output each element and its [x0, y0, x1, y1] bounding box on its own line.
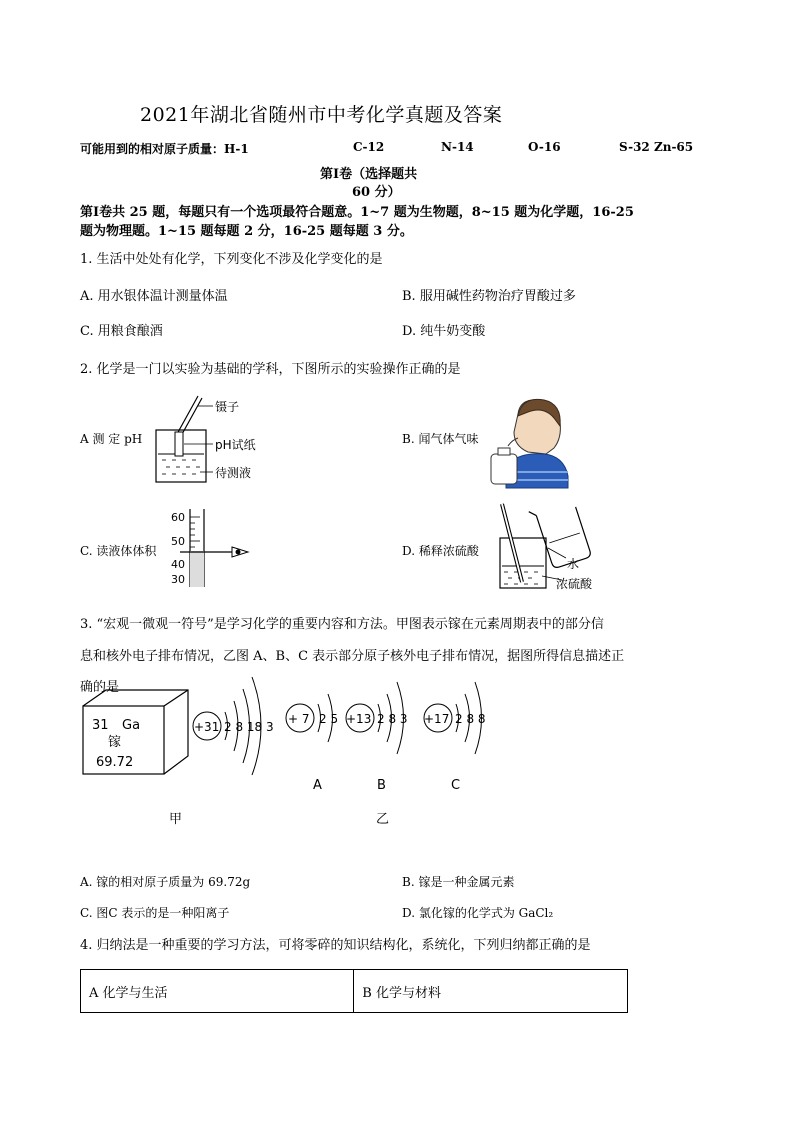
atomic-mass-o: O-16	[528, 140, 561, 154]
element-mass: 69.72	[96, 755, 134, 770]
atomic-mass-n: N-14	[441, 140, 474, 154]
atom-b-nucleus: +13	[346, 712, 372, 726]
dilute-acid-figure	[492, 498, 607, 594]
smell-gas-figure	[488, 396, 570, 488]
element-number: 31	[92, 718, 109, 733]
figure-label-yi: 乙	[376, 812, 390, 827]
scale-30: 30	[171, 573, 185, 586]
q1-option-b: B. 服用碱性药物治疗胃酸过多	[402, 289, 576, 304]
q3-option-b: B. 镓是一种金属元素	[402, 875, 515, 889]
atom-a-label: A	[313, 778, 322, 793]
q3-stem-line1: 3. “宏观一微观一符号”是学习化学的重要内容和方法。甲图表示镓在元素周期表中的部分信	[80, 617, 604, 632]
q4-table	[80, 969, 628, 1013]
atom-c-diagram	[420, 680, 500, 792]
instructions-line2: 题为物理题。1~15 题每题 2 分，16-25 题每题 3 分。	[80, 224, 413, 239]
acid-label: 浓硫酸	[556, 577, 593, 591]
read-volume-figure	[170, 505, 260, 590]
q3-option-d: D. 氯化镓的化学式为 GaCl₂	[402, 906, 554, 920]
q4-stem: 4. 归纳法是一种重要的学习方法，可将零碎的知识结构化，系统化，下列归纳都正确的是	[80, 938, 591, 953]
q2-option-d: D. 稀释浓硫酸	[402, 544, 479, 558]
atom-a-diagram	[283, 692, 348, 792]
atomic-mass-c: C-12	[353, 140, 385, 154]
atom-b-label: B	[377, 778, 386, 793]
q2-option-b: B. 闻气体气味	[402, 432, 479, 446]
figure-label-jia: 甲	[169, 812, 183, 827]
instructions-line1: 第Ⅰ卷共 25 题，每题只有一个选项最符合题意。1~7 题为生物题，8~15 题为化学题，16-25	[80, 205, 634, 220]
section-title-line1: 第Ⅰ卷（选择题共	[320, 167, 418, 182]
gallium-element-card	[80, 688, 195, 778]
scale-50: 50	[171, 535, 185, 548]
ph-paper-label: pH试纸	[215, 438, 256, 452]
atom-a-shells: 2 5	[319, 712, 339, 726]
q2-option-c: C. 读液体体积	[80, 544, 157, 558]
q3-option-c: C. 图C 表示的是一种阳离子	[80, 906, 230, 920]
q1-stem: 1. 生活中处处有化学，下列变化不涉及化学变化的是	[80, 252, 383, 267]
q3-option-a: A. 镓的相对原子质量为 69.72g	[80, 875, 251, 889]
ga-nucleus: +31	[194, 720, 220, 734]
q4-cell-b: B 化学与材料	[354, 970, 628, 1013]
water-label: 水	[567, 557, 580, 571]
gallium-atom-diagram	[190, 667, 285, 782]
ph-test-figure	[150, 392, 280, 492]
q2-option-a: A 测 定 pH	[80, 432, 143, 446]
scale-40: 40	[171, 558, 185, 571]
atom-c-shells: 2 8 8	[455, 712, 486, 726]
q2-stem: 2. 化学是一门以实验为基础的学科，下图所示的实验操作正确的是	[80, 362, 461, 377]
element-name: 镓	[108, 735, 122, 750]
page-title: 2021年湖北省随州市中考化学真题及答案	[140, 104, 503, 126]
tweezers-label: 镊子	[215, 400, 240, 414]
atom-c-nucleus: +17	[424, 712, 450, 726]
atomic-mass-s-zn: S-32 Zn-65	[619, 140, 694, 154]
atom-c-label: C	[451, 778, 461, 793]
ga-shells: 2 8 18 3	[224, 720, 274, 734]
section-title-line2: 60 分）	[352, 185, 401, 200]
atomic-mass-label: 可能用到的相对原子质量：H-1	[80, 142, 249, 156]
q3-stem-line2: 息和核外电子排布情况，乙图 A、B、C 表示部分原子核外电子排布情况，据图所得信息描述正	[80, 649, 625, 664]
table-row	[81, 970, 628, 1013]
q1-option-a: A. 用水银体温计测量体温	[80, 289, 228, 304]
element-symbol: Ga	[122, 718, 141, 733]
test-liquid-label: 待测液	[215, 466, 252, 480]
q1-option-d: D. 纯牛奶变酸	[402, 324, 486, 339]
scale-60: 60	[171, 511, 185, 524]
atom-b-shells: 2 8 3	[377, 712, 408, 726]
q1-option-c: C. 用粮食酿酒	[80, 324, 163, 339]
atom-a-nucleus: + 7	[288, 712, 310, 726]
q4-cell-a: A 化学与生活	[81, 970, 354, 1013]
q3-stem-line3: 确的是	[80, 680, 120, 695]
atom-b-diagram	[342, 680, 422, 792]
